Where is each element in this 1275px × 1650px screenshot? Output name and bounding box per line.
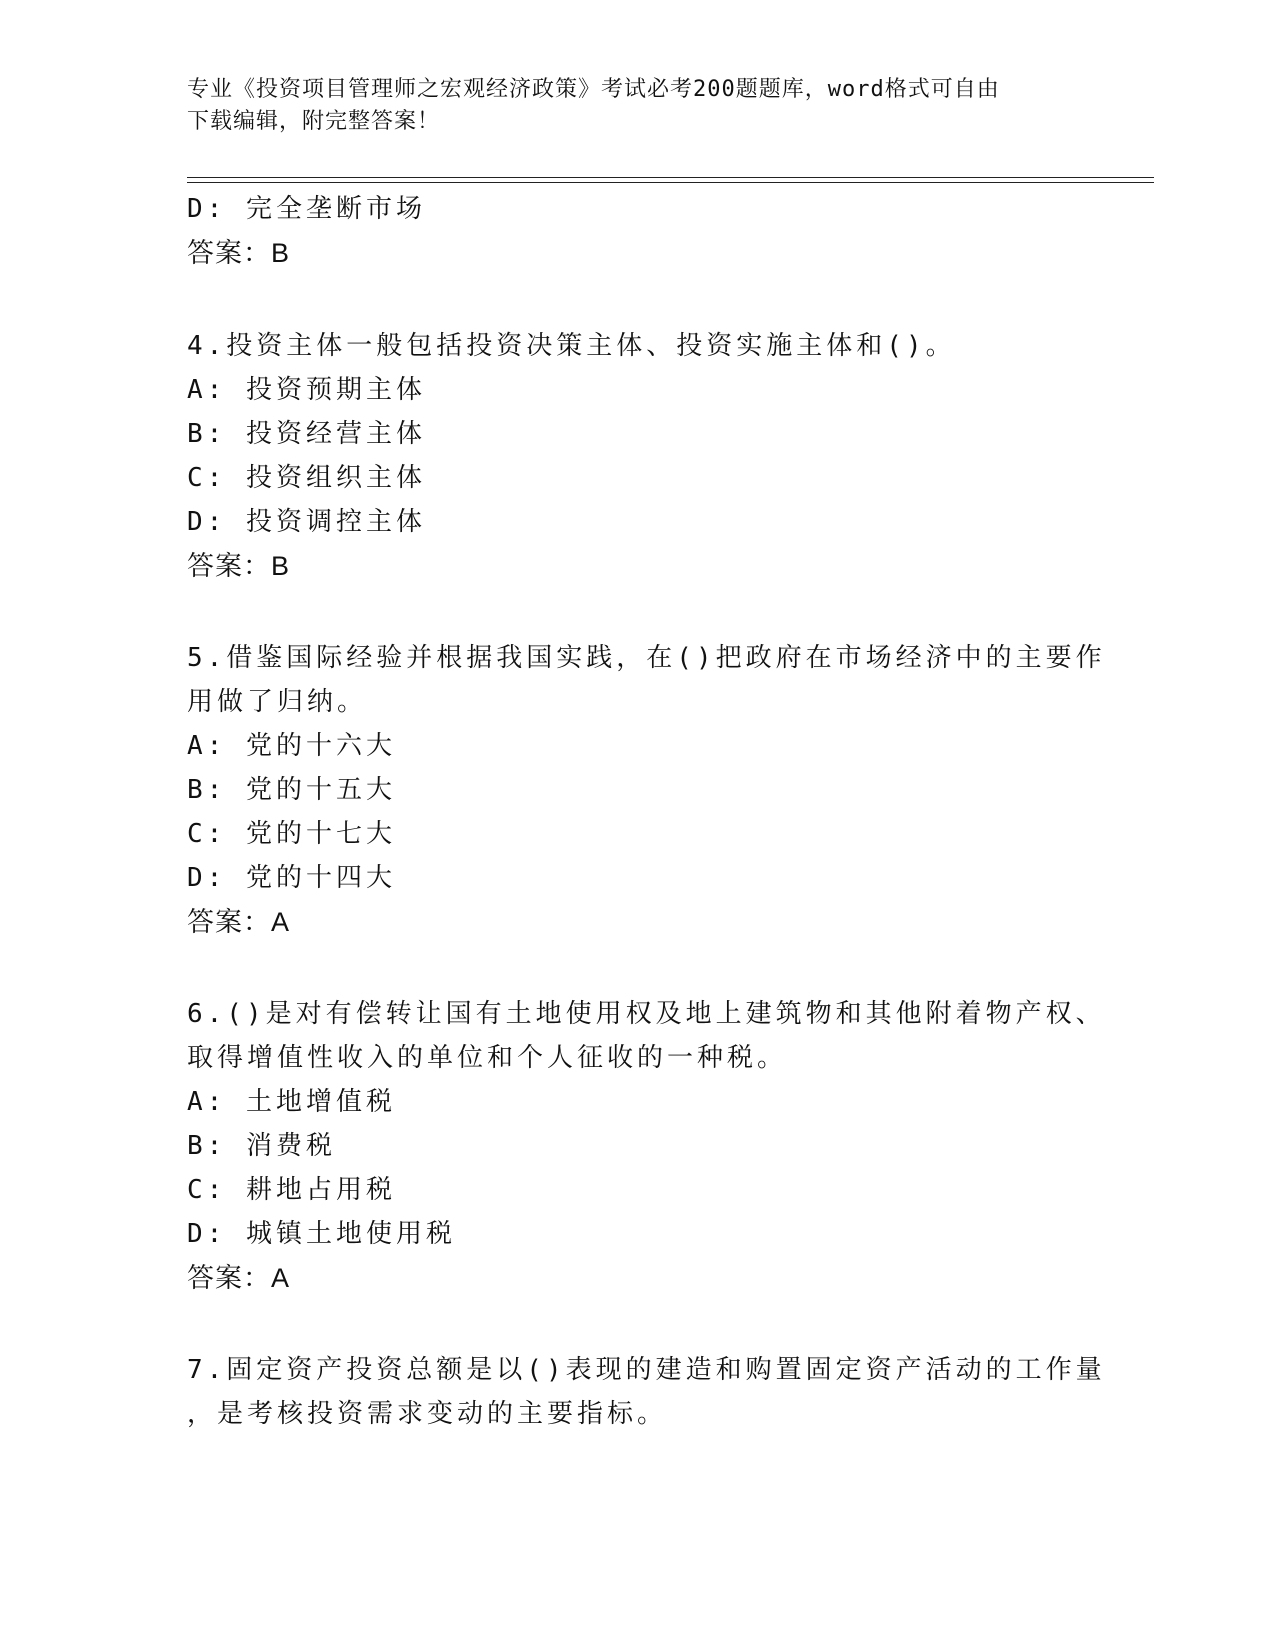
q6-option-c: C: 耕地占用税: [187, 1175, 396, 1205]
q4-question: 4.投资主体一般包括投资决策主体、投资实施主体和()。: [187, 331, 956, 361]
q4-answer: 答案：B: [187, 551, 291, 581]
q5-question-line-1: 5.借鉴国际经验并根据我国实践，在()把政府在市场经济中的主要作: [187, 643, 1106, 673]
q4-option-c: C: 投资组织主体: [187, 463, 426, 493]
q7-question-line-1: 7.固定资产投资总额是以()表现的建造和购置固定资产活动的工作量: [187, 1355, 1106, 1385]
q5-option-c: C: 党的十七大: [187, 819, 396, 849]
q4-option-a: A: 投资预期主体: [187, 375, 426, 405]
q7-question-line-2: ，是考核投资需求变动的主要指标。: [187, 1399, 668, 1429]
q6-answer: 答案：A: [187, 1263, 291, 1293]
q5-question-line-2: 用做了归纳。: [187, 687, 368, 717]
q5-answer: 答案：A: [187, 907, 291, 937]
document-header: [187, 74, 1067, 138]
q3-answer: 答案：B: [187, 238, 291, 268]
q6-question-line-1: 6.()是对有偿转让国有土地使用权及地上建筑物和其他附着物产权、: [187, 999, 1106, 1029]
header-divider-top: [187, 177, 1154, 178]
header-line-2: 下载编辑，附完整答案！: [187, 109, 441, 134]
q3-option-d: D: 完全垄断市场: [187, 194, 426, 224]
q4-option-d: D: 投资调控主体: [187, 507, 426, 537]
header-divider-bottom: [187, 182, 1154, 183]
q6-question-line-2: 取得增值性收入的单位和个人征收的一种税。: [187, 1043, 788, 1073]
q6-option-b: B: 消费税: [187, 1131, 336, 1161]
q5-option-b: B: 党的十五大: [187, 775, 396, 805]
q5-option-d: D: 党的十四大: [187, 863, 396, 893]
q4-option-b: B: 投资经营主体: [187, 419, 426, 449]
q6-option-d: D: 城镇土地使用税: [187, 1219, 456, 1249]
q6-option-a: A: 土地增值税: [187, 1087, 396, 1117]
header-line-1: 专业《投资项目管理师之宏观经济政策》考试必考200题题库，word格式可自由: [187, 77, 1000, 102]
q5-option-a: A: 党的十六大: [187, 731, 396, 761]
